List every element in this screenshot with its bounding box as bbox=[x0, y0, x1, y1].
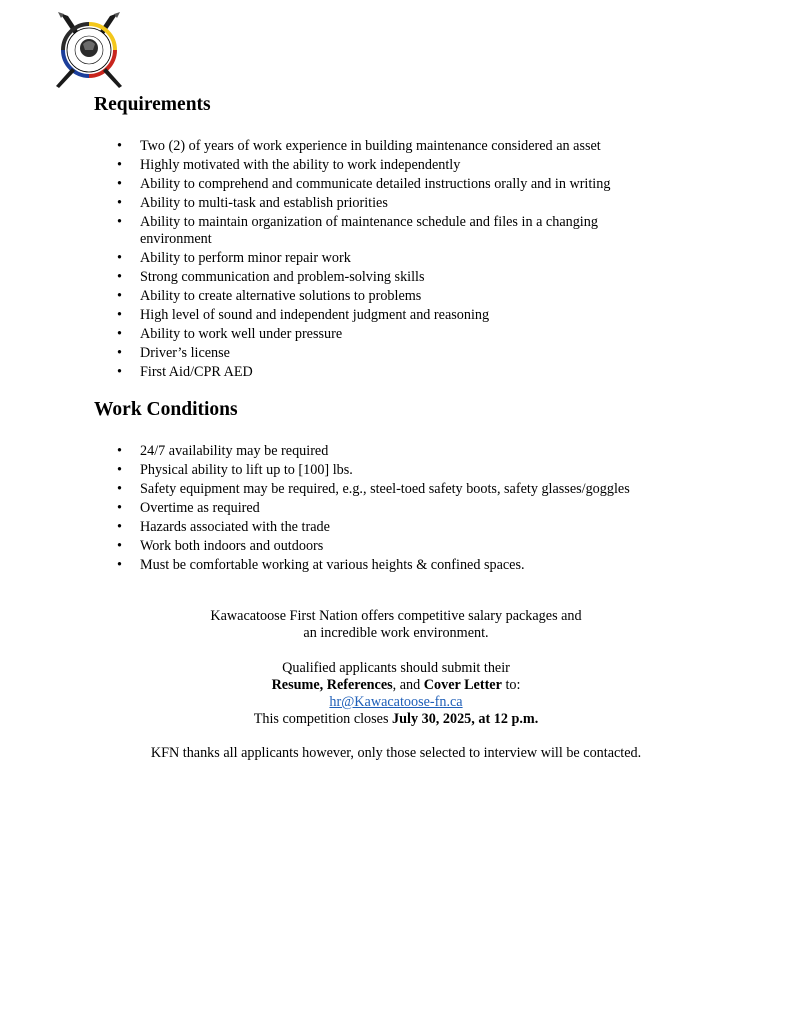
kawacatoose-first-nation-seal-icon bbox=[50, 10, 128, 90]
list-item bbox=[0, 307, 670, 324]
bullet-icon: • bbox=[117, 288, 122, 304]
list-item-text: Overtime as required bbox=[140, 500, 260, 516]
document-resume-references: Resume, References bbox=[271, 677, 393, 693]
bullet-icon: • bbox=[117, 500, 122, 516]
list-item bbox=[0, 500, 670, 517]
bullet-icon: • bbox=[117, 443, 122, 459]
list-item-text: Ability to multi-task and establish priorities bbox=[140, 195, 388, 211]
bullet-icon: • bbox=[117, 138, 122, 154]
list-item-text: 24/7 availability may be required bbox=[140, 443, 329, 459]
closing-date: July 30, 2025, at 12 p.m. bbox=[392, 711, 539, 727]
bullet-icon: • bbox=[117, 307, 122, 323]
list-item bbox=[0, 481, 670, 498]
list-item-text: Highly motivated with the ability to work independently bbox=[140, 157, 461, 173]
bullet-icon: • bbox=[117, 538, 122, 554]
bullet-icon: • bbox=[117, 214, 122, 230]
list-item-text: Ability to comprehend and communicate detailed instructions orally and in writing bbox=[140, 176, 611, 192]
apply-line: Qualified applicants should submit their bbox=[282, 660, 510, 676]
application-instructions bbox=[0, 660, 792, 728]
bullet-icon: • bbox=[117, 519, 122, 535]
list-item-text: Must be comfortable working at various heights & confined spaces. bbox=[140, 557, 525, 573]
separator-text: to: bbox=[501, 677, 521, 693]
requirements-heading: Requirements bbox=[94, 94, 211, 115]
medicine-wheel-ring-icon bbox=[63, 24, 115, 76]
list-item-text: Ability to perform minor repair work bbox=[140, 250, 351, 266]
list-item bbox=[0, 345, 670, 362]
bullet-icon: • bbox=[117, 462, 122, 478]
list-item-text: Ability to work well under pressure bbox=[140, 326, 343, 342]
list-item bbox=[0, 538, 670, 555]
bullet-icon: • bbox=[117, 250, 122, 266]
list-item bbox=[0, 250, 670, 267]
offer-line: Kawacatoose First Nation offers competitive salary packages and bbox=[210, 608, 582, 624]
list-item-text: Strong communication and problem-solving skills bbox=[140, 269, 425, 285]
list-item-text: Driver’s license bbox=[140, 345, 230, 361]
bullet-icon: • bbox=[117, 345, 122, 361]
bullet-icon: • bbox=[117, 195, 122, 211]
bullet-icon: • bbox=[117, 557, 122, 573]
list-item-text: High level of sound and independent judgment and reasoning bbox=[140, 307, 490, 323]
offer-paragraph bbox=[0, 608, 792, 642]
bullet-icon: • bbox=[117, 481, 122, 497]
closes-prefix: This competition closes bbox=[253, 711, 393, 727]
bullet-icon: • bbox=[117, 326, 122, 342]
list-item bbox=[0, 288, 670, 305]
hr-email-link[interactable]: hr@Kawacatoose-fn.ca bbox=[329, 694, 463, 710]
list-item bbox=[0, 519, 670, 536]
closing-date-line bbox=[0, 711, 792, 728]
separator-text: , and bbox=[392, 677, 424, 693]
bullet-icon: • bbox=[117, 364, 122, 380]
list-item bbox=[0, 138, 670, 155]
thanks-line: KFN thanks all applicants however, only those selected to interview will be contacted. bbox=[150, 745, 642, 761]
list-item bbox=[0, 214, 670, 248]
requirements-list bbox=[0, 138, 670, 383]
bullet-icon: • bbox=[117, 176, 122, 192]
offer-line: an incredible work environment. bbox=[303, 625, 489, 641]
list-item bbox=[0, 462, 670, 479]
bullet-icon: • bbox=[117, 269, 122, 285]
list-item bbox=[0, 364, 670, 381]
list-item-text: Physical ability to lift up to [100] lbs. bbox=[140, 462, 353, 478]
required-documents bbox=[0, 677, 792, 694]
list-item bbox=[0, 195, 670, 212]
list-item bbox=[0, 157, 670, 174]
work-conditions-heading: Work Conditions bbox=[94, 399, 238, 420]
list-item-text: Safety equipment may be required, e.g., steel-toed safety boots, safety glasses/goggles bbox=[140, 481, 630, 497]
list-item-text: Ability to maintain organization of maintenance schedule and files in a changing environment bbox=[140, 214, 598, 247]
list-item bbox=[0, 557, 670, 574]
list-item-text: Ability to create alternative solutions to problems bbox=[140, 288, 422, 304]
list-item-text: Two (2) of years of work experience in building maintenance considered an asset bbox=[140, 138, 601, 154]
bullet-icon: • bbox=[117, 157, 122, 173]
list-item-text: First Aid/CPR AED bbox=[140, 364, 253, 380]
list-item bbox=[0, 176, 670, 193]
list-item bbox=[0, 443, 670, 460]
list-item-text: Hazards associated with the trade bbox=[140, 519, 330, 535]
list-item bbox=[0, 326, 670, 343]
list-item-text: Work both indoors and outdoors bbox=[140, 538, 324, 554]
list-item bbox=[0, 269, 670, 286]
thanks-paragraph bbox=[0, 745, 792, 762]
work-conditions-list bbox=[0, 443, 670, 576]
document-cover-letter: Cover Letter bbox=[423, 677, 502, 693]
